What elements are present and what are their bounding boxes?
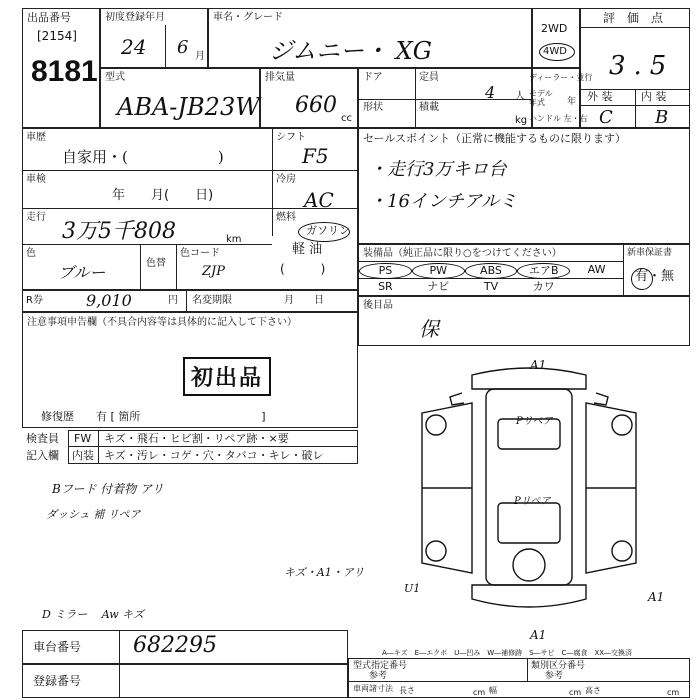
dealer-box (529, 68, 593, 128)
lot-box (22, 8, 100, 128)
equipment-item: SR (378, 280, 393, 293)
inspector-memo-1: Bフード 付着物 アリ (52, 482, 164, 496)
height-label: 高さ (585, 686, 601, 695)
color-code-value: ZJP (202, 264, 225, 279)
diagram-mark-a1-bottom: A1 (530, 628, 547, 642)
lot-number: 8181 (31, 55, 98, 88)
inspector-memo-3: キズ・A1・アリ (284, 566, 365, 579)
color-label: 色 (26, 248, 36, 259)
equipment-item: TV (483, 280, 499, 293)
diagram-mark-pu-side: Pリペア (514, 496, 551, 507)
int-value: B (655, 107, 669, 128)
damage-legend: A―キズ E―エクボ U―凹み W―補修跡 S―サビ C―腐食 XX―交換済 (382, 649, 633, 657)
name-value: ジムニー・ XG (269, 37, 432, 65)
handle-label: ハンドル 左・右 (529, 114, 588, 123)
shape-label: 形状 (363, 102, 383, 113)
cool-label: 冷房 (276, 174, 296, 185)
equipment-item: PW (412, 263, 465, 279)
chassis-value: 682295 (133, 633, 217, 658)
transfer-label: 名変期限 (192, 295, 232, 306)
history-value: 自家用・( ) (62, 148, 224, 166)
lot-bracket: [2154] (37, 29, 77, 43)
transfer-value: 月 日 (284, 295, 324, 306)
reg-label: 初度登録年月 (105, 12, 165, 23)
sales-box (358, 128, 690, 244)
repair-label: 修復歴 有 [ 箇所 ] (41, 410, 266, 423)
door-box (358, 68, 532, 128)
afterseat-label: 後目品 (363, 300, 393, 311)
notes-label: 注意事項申告欄（不具合内容等は具体的に記入して下さい） (27, 317, 297, 328)
diagram-mark-u1: U1 (404, 582, 421, 595)
type-label: 型式 (105, 72, 125, 83)
inspector-label-2: 記入欄 (26, 449, 59, 462)
equipment-item: AW (587, 263, 606, 276)
load-label: 積載 (419, 102, 439, 113)
disp-box (260, 68, 358, 128)
designation-ref: 参考 (369, 671, 388, 681)
equipment-box (358, 244, 690, 296)
equipment-item: エアB (517, 263, 570, 279)
reg-box (100, 8, 208, 68)
shift-value: F5 (302, 144, 329, 168)
drive-2wd: 2WD (541, 22, 568, 35)
width-unit: cm (569, 688, 582, 697)
warranty-value: 有・無 (635, 269, 675, 284)
reg-month: 6 (177, 37, 189, 58)
grade-box (580, 8, 690, 128)
disp-value: 660 (295, 93, 337, 118)
mileage-value: 3万5千808 (62, 219, 176, 244)
int-label: 内 装 (641, 90, 667, 103)
type-value: ABA-JB23W (117, 93, 260, 121)
regno-label: 登録番号 (33, 674, 82, 688)
disp-label: 排気量 (265, 72, 295, 83)
width-label: 幅 (489, 686, 497, 695)
cool-value: AC (304, 188, 334, 212)
equipment-row-1 (359, 262, 623, 278)
type-box (100, 68, 260, 128)
inspector-memo-2: ダッシュ 補 リペア (46, 508, 141, 521)
interior-tag: 内装 (72, 449, 94, 462)
color-change-label: 色替 (146, 258, 166, 269)
reg-year: 24 (121, 35, 147, 59)
interior-text: キズ・汚レ・コゲ・穴・タバコ・キレ・破レ (104, 449, 324, 462)
lot-label: 出品番号 (27, 11, 71, 24)
grade-label: 評 価 点 (603, 11, 664, 25)
chassis-label: 車台番号 (33, 640, 82, 654)
color-value: ブルー (58, 263, 106, 282)
equipment-item: ナビ (427, 280, 450, 293)
grade-value: 3.5 (609, 51, 675, 81)
fuel-light: 軽 油 (292, 242, 323, 257)
afterseat-value: 保 (419, 317, 439, 341)
length-unit: cm (473, 688, 486, 697)
length-label: 長さ (399, 686, 415, 695)
cap-unit: 人 (515, 91, 525, 102)
fw-tag: FW (74, 432, 92, 445)
cap-label: 定員 (419, 72, 439, 83)
auction-sheet (22, 8, 690, 698)
drive-box (532, 8, 580, 68)
model-year-label: モデル年式 (529, 89, 553, 107)
warranty-label: 新車保証書 (627, 248, 673, 258)
inspector-memo-4: D ミラー Aw キズ (42, 608, 144, 621)
diagram-mark-a1-top: A1 (530, 358, 547, 372)
color-code-label: 色コード (180, 248, 220, 259)
inspect-label: 車検 (26, 174, 46, 185)
afterseat-box (358, 296, 690, 346)
fuel-gas: ガソリン (306, 224, 350, 237)
cap-value: 4 (485, 83, 496, 102)
regno-box (22, 664, 348, 698)
sales-label: セールスポイント（正常に機能するものに限ります） (363, 132, 627, 145)
designation-box (348, 658, 690, 698)
dims-label: 車両諸寸法 (353, 684, 393, 693)
warranty-circle (631, 268, 653, 290)
recycle-value: 9,010 (86, 291, 132, 310)
equipment-item: PS (359, 263, 412, 279)
first-listing-stamp: 初出品 (183, 357, 271, 396)
equipment-row-2 (359, 279, 623, 295)
inspector-section (22, 430, 358, 466)
dealer-label: ディーラー・並行 (529, 73, 593, 82)
inspect-value: 年 月( 日) (112, 188, 214, 203)
name-label: 車名・グレード (213, 12, 283, 23)
designation-label: 型式指定番号 (353, 661, 408, 671)
recycle-unit: 円 (168, 295, 178, 306)
mileage-unit: km (226, 234, 242, 245)
diagram-mark-a1-rear-right: A1 (648, 590, 665, 604)
load-unit: kg (515, 115, 528, 126)
class-label: 類別区分番号 (531, 661, 586, 671)
shift-label: シフト (276, 132, 306, 143)
height-unit: cm (667, 688, 680, 697)
chassis-box (22, 630, 348, 664)
notes-box (22, 312, 358, 428)
drive-4wd: 4WD (543, 46, 567, 57)
history-label: 車歴 (26, 132, 46, 143)
ext-label: 外 装 (587, 90, 613, 103)
inspector-label-1: 検査員 (26, 432, 59, 445)
name-box (208, 8, 532, 68)
equipment-label: 装備品（純正品に限り○をつけてください） (363, 248, 562, 259)
fuel-paren: ( ) (280, 262, 326, 276)
month-unit: 月 (195, 51, 205, 62)
disp-unit: cc (341, 113, 352, 124)
sales-line2: ・16インチアルミ (369, 191, 518, 212)
mileage-label: 走行 (26, 212, 46, 223)
equipment-item: カワ (532, 280, 555, 293)
recycle-label: R券 (26, 295, 43, 306)
class-ref: 参考 (545, 671, 564, 681)
ext-value: C (599, 107, 613, 128)
diagram-mark-pu-front: Pリペア (516, 416, 553, 427)
equipment-item: ABS (465, 263, 518, 279)
door-label: ドア (363, 72, 383, 83)
sales-line1: ・走行3万キロ台 (369, 159, 507, 180)
fuel-label: 燃料 (276, 212, 296, 223)
year-unit: 年 (567, 97, 577, 107)
fw-text: キズ・飛石・ヒビ割・リペア跡・×要 (104, 432, 289, 445)
